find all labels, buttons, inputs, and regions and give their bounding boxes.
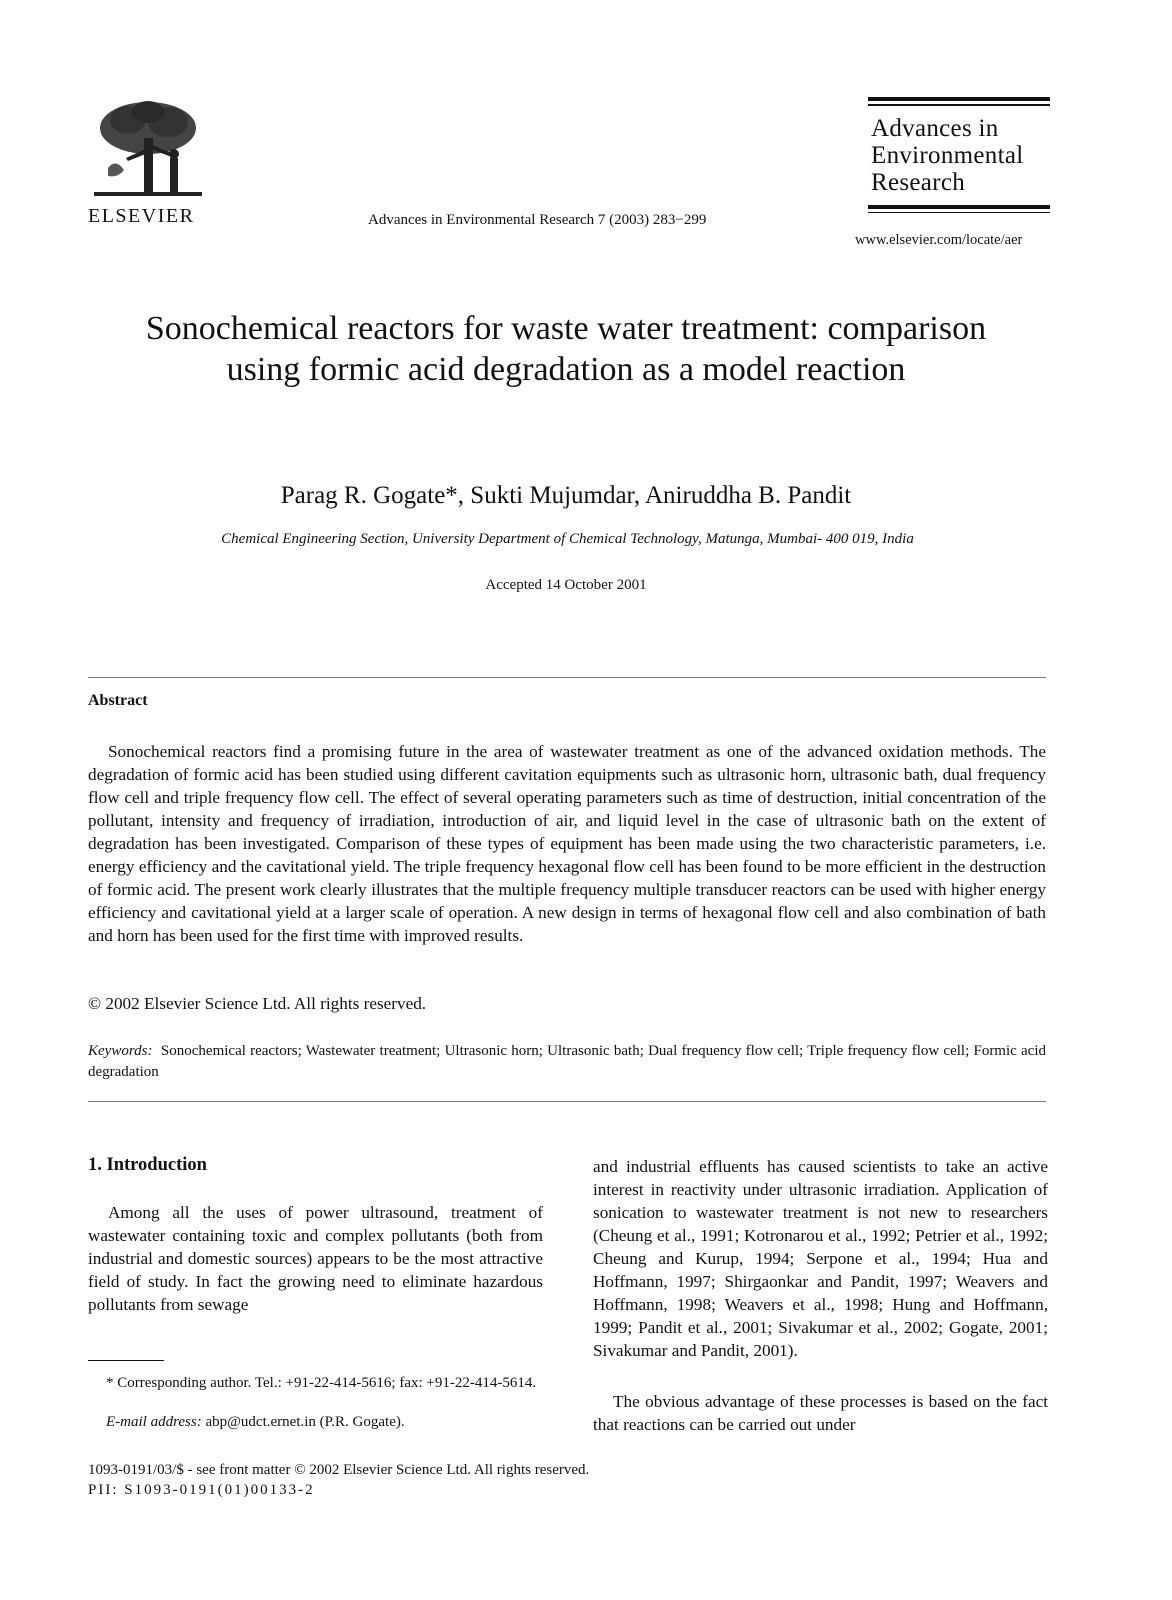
keywords-list: Sonochemical reactors; Wastewater treatment; Ultrasonic horn; Ultrasonic bath; Dual frequency flow cell; Triple frequency flow cell; Formic acid degradation — [88, 1043, 1047, 1080]
intro-paragraph-left: Among all the uses of power ultrasound, treatment of wastewater containing toxic and complex pollutants (both from industrial and domestic sources) appears to be the most attractive field of study. In fact the growing need to eliminate hazardous pollutants from sewage — [88, 1203, 543, 1314]
journal-rule-bottom — [868, 205, 1050, 209]
abstract-copyright: © 2002 Elsevier Science Ltd. All rights reserved. — [88, 994, 427, 1013]
footnote-email — [106, 1414, 405, 1431]
journal-rule-bottom-thin — [868, 212, 1050, 214]
footnote-rule — [88, 1360, 164, 1361]
abstract-text: Sonochemical reactors find a promising future in the area of wastewater treatment as one of the advanced oxidation methods. The degradation of formic acid has been studied using different cavitation equipments such as ultrasonic horn, ultrasonic bath, dual frequency flow cell and triple frequency flow cell. The effect of several operating parameters such as time of destruction, initial concentration of the pollutant, intensity and frequency of irradiation, introduction of air, and liquid level in the case of ultrasonic bath on the extent of degradation has been investigated. Comparison of these types of equipment has been made using the two characteristic parameters, i.e. energy efficiency and the cavitational yield. The triple frequency hexagonal flow cell has been found to be more efficient in the destruction of formic acid. The present work clearly illustrates that the multiple frequency multiple transducer reactors can be used with higher energy efficiency and cavitational yield at a larger scale of operation. A new design in terms of hexagonal flow cell and also combination of bath and horn has been used for the first time with improved results. — [88, 742, 1046, 945]
journal-url[interactable]: www.elsevier.com/locate/aer — [855, 232, 1023, 248]
journal-citation: Advances in Environmental Research 7 (2003) 283−299 — [368, 212, 707, 228]
abstract-heading: Abstract — [88, 692, 148, 709]
divider-top — [88, 677, 1046, 678]
email-address[interactable]: abp@udct.ernet.in (P.R. Gogate). — [205, 1414, 405, 1430]
keywords — [88, 1041, 1046, 1083]
author-affiliation: Chemical Engineering Section, University Department of Chemical Technology, Matunga, Mumbai- 400 019, India — [221, 531, 914, 547]
journal-title-line: Environmental — [871, 141, 1024, 169]
section-heading: 1. Introduction — [88, 1155, 207, 1175]
article-authors: Parag R. Gogate*, Sukti Mujumdar, Aniruddha B. Pandit — [280, 482, 852, 509]
issn-line: 1093-0191/03/$ - see front matter © 2002 Elsevier Science Ltd. All rights reserved. — [88, 1462, 590, 1478]
journal-title-box — [868, 97, 1050, 213]
intro-paragraph-right-2: The obvious advantage of these processes is based on the fact that reactions can be carried out under — [593, 1392, 1048, 1434]
elsevier-tree-logo — [88, 98, 210, 202]
accepted-date: Accepted 14 October 2001 — [485, 577, 647, 593]
pii-line: PII: S1093-0191(01)00133-2 — [88, 1482, 315, 1498]
divider-bottom — [88, 1101, 1046, 1102]
article-title: Sonochemical reactors for waste water treatment: comparison using formic acid degradation as a model reaction — [145, 310, 987, 388]
publisher-name: ELSEVIER — [88, 205, 195, 227]
journal-rule-top-thin — [868, 104, 1050, 106]
footnote-corresponding: * Corresponding author. Tel.: +91-22-414-5616; fax: +91-22-414-5614. — [106, 1375, 537, 1391]
journal-title — [871, 115, 1050, 196]
intro-paragraph-right: and industrial effluents has caused scientists to take an active interest in reactivity under ultrasonic irradiation. Application of sonication to wastewater treatment is not new to researchers (Cheung et al., 1991; Kotronarou et al., 1992; Petrier et al., 1992; Cheung and Kurup, 1994; Serpone et al., 1994; Hua and Hoffmann, 1997; Shirgaonkar and Pandit, 1997; Weavers and Hoffmann, 1998; Weavers et al., 1998; Hung and Hoffmann, 1999; Pandit et al., 2001; Sivakumar et al., 2002; Gogate, 2001; Sivakumar and Pandit, 2001). — [593, 1157, 1048, 1360]
journal-title-line: Advances in — [871, 114, 999, 142]
email-label: E-mail address: — [106, 1414, 202, 1430]
tree-icon — [88, 98, 208, 202]
journal-title-line: Research — [871, 168, 966, 196]
keywords-label: Keywords: — [88, 1043, 153, 1059]
journal-rule-top — [868, 97, 1050, 101]
